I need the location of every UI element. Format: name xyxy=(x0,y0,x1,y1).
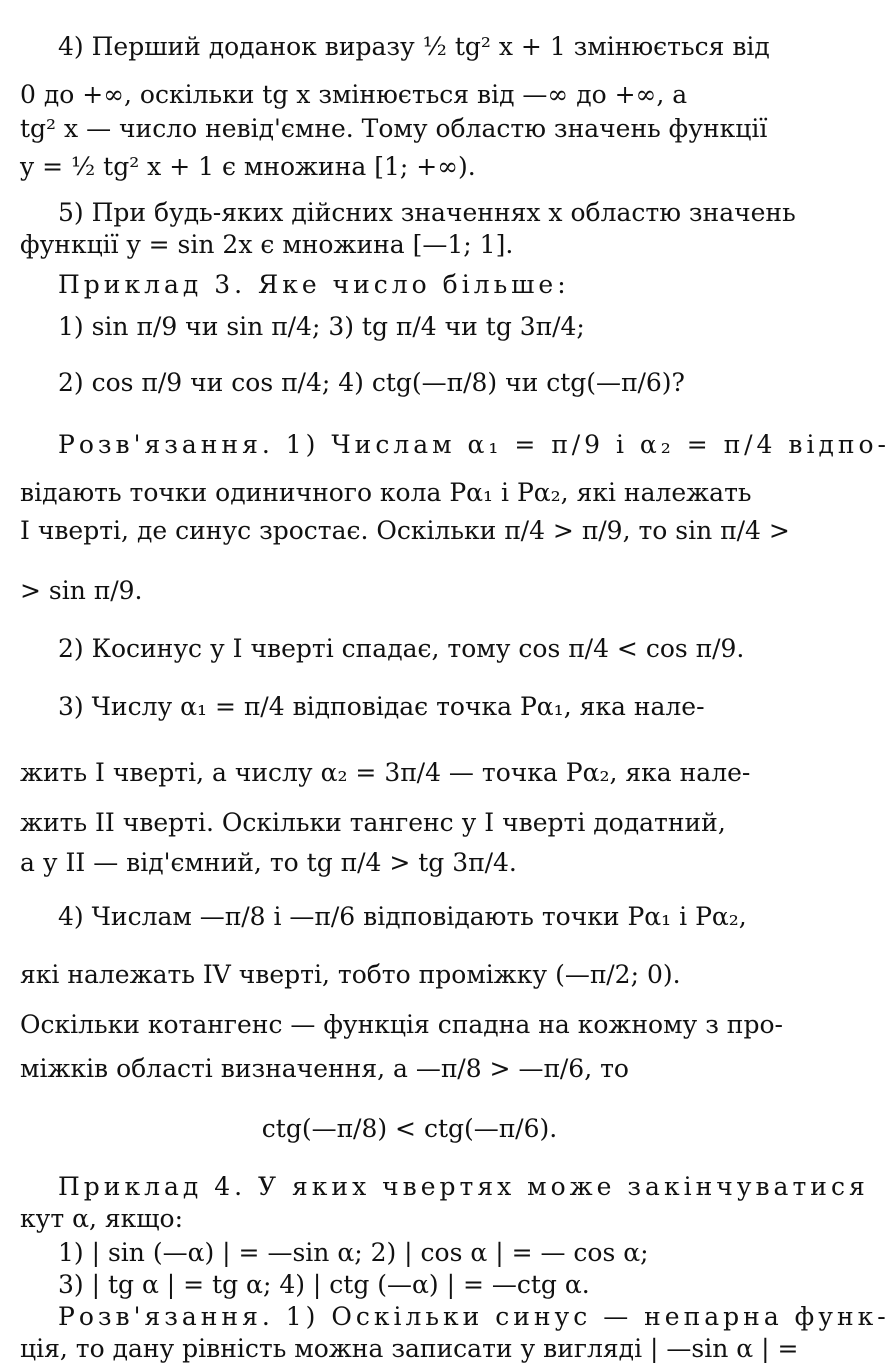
text-line-21: Оскільки котангенс — функція спадна на кожному з про- xyxy=(20,1010,783,1039)
text-line-29: ція, то дану рівність можна записати у вигляді | —sin α | = xyxy=(20,1334,799,1363)
text-line-13: > sin π/9. xyxy=(20,576,143,605)
text-line-22: міжків області визначення, а —π/8 > —π/6, то xyxy=(20,1054,629,1083)
centered-inequality: ctg(—π/8) < ctg(—π/6). xyxy=(261,1114,558,1143)
text-line-9: 2) cos π/9 чи cos π/4; 4) ctg(—π/8) чи ctg(—π/6)? xyxy=(58,368,685,397)
text-line-14: 2) Косинус у I чверті спадає, тому cos π/4 < cos π/9. xyxy=(58,634,745,663)
text-line-19: 4) Числам —π/8 і —π/6 відповідають точки Pα₁ і Pα₂, xyxy=(58,902,747,931)
text-line-5: 5) При будь-яких дійсних значеннях x областю значень xyxy=(58,198,796,227)
text-line-17: жить II чверті. Оскільки тангенс у I чверті додатний, xyxy=(20,808,726,837)
solution-3-heading: Розв'язання. 1) Числам α₁ = π/9 і α₂ = π/4 відпо- xyxy=(58,430,890,459)
text-line-11: відають точки одиничного кола Pα₁ і Pα₂, які належать xyxy=(20,478,752,507)
example-4-heading: Приклад 4. У яких чвертях може закінчуватися xyxy=(58,1172,869,1201)
text-line-20: які належать IV чверті, тобто проміжку (—π/2; 0). xyxy=(20,960,681,989)
solution-4-heading: Розв'язання. 1) Оскільки синус — непарна функ- xyxy=(58,1302,890,1331)
text-line-2: 0 до +∞, оскільки tg x змінюється від —∞ до +∞, а xyxy=(20,80,688,109)
text-line-3: tg² x — число невід'ємне. Тому областю значень функції xyxy=(20,114,768,143)
text-line-27: 3) | tg α | = tg α; 4) | ctg (—α) | = —ctg α. xyxy=(58,1270,590,1299)
text-line-18: а у II — від'ємний, то tg π/4 > tg 3π/4. xyxy=(20,848,517,877)
text-line-1: 4) Перший доданок виразу ½ tg² x + 1 змінюється від xyxy=(58,32,770,61)
text-line-6: функції y = sin 2x є множина [—1; 1]. xyxy=(20,230,514,259)
text-line-4: y = ½ tg² x + 1 є множина [1; +∞). xyxy=(20,152,476,181)
example-3-heading: Приклад 3. Яке число більше: xyxy=(58,270,570,299)
text-line-26: 1) | sin (—α) | = —sin α; 2) | cos α | = — cos α; xyxy=(58,1238,649,1267)
text-line-25: кут α, якщо: xyxy=(20,1204,184,1233)
text-line-16: жить I чверті, а числу α₂ = 3π/4 — точка Pα₂, яка нале- xyxy=(20,758,751,787)
text-line-15: 3) Числу α₁ = π/4 відповідає точка Pα₁, яка нале- xyxy=(58,692,705,721)
text-line-12: I чверті, де синус зростає. Оскільки π/4 > π/9, то sin π/4 > xyxy=(20,516,790,545)
text-line-8: 1) sin π/9 чи sin π/4; 3) tg π/4 чи tg 3π/4; xyxy=(58,312,585,341)
